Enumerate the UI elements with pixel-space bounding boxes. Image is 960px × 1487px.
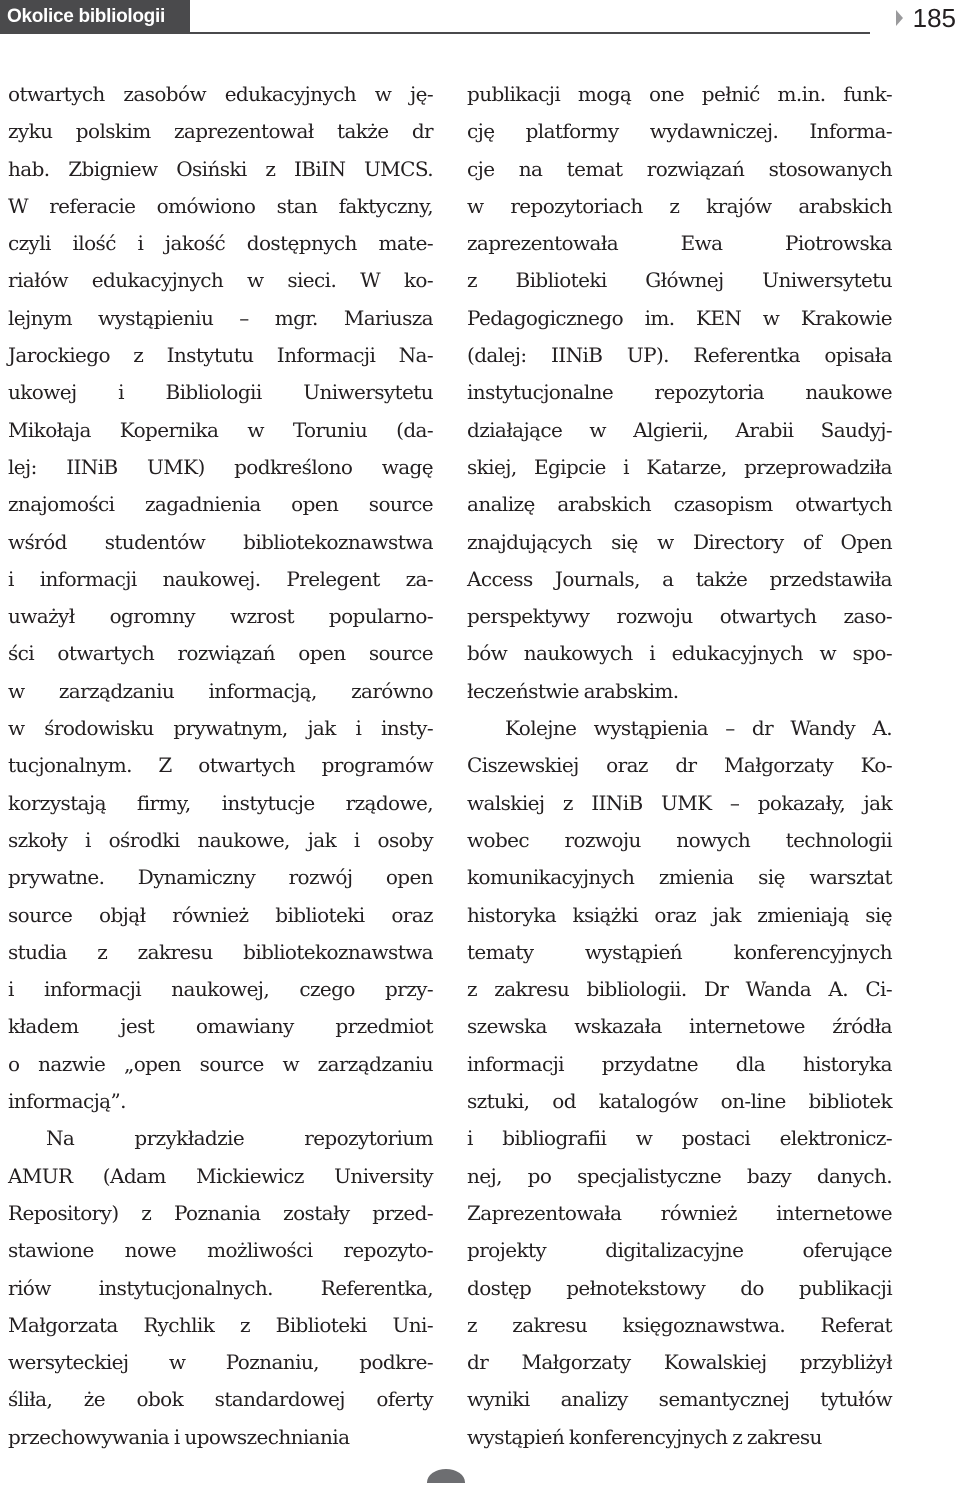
text-line: Pedagogicznego im. KEN w Krakowie bbox=[467, 305, 892, 330]
text-line: riów instytucjonalnych. Referentka, bbox=[8, 1275, 433, 1300]
right-text-column bbox=[467, 76, 892, 1456]
text-line: ukowej i Bibliologii Uniwersytetu bbox=[8, 380, 433, 405]
text-line: Zaprezentowała również internetowe bbox=[467, 1200, 892, 1225]
header-rule bbox=[190, 32, 870, 34]
text-line: perspektywy rozwoju otwartych zaso- bbox=[467, 604, 892, 629]
text-line: wyniki analizy semantycznej tytułów bbox=[467, 1387, 892, 1412]
text-line: studia z zakresu bibliotekoznawstwa bbox=[8, 939, 433, 964]
text-line: szkoły i ośrodki naukowe, jak i osoby bbox=[8, 827, 433, 852]
text-line: informacją”. bbox=[8, 1089, 126, 1114]
text-line: z zakresu księgoznawstwa. Referat bbox=[467, 1312, 892, 1337]
text-line: przechowywania i upowszechniania bbox=[8, 1424, 350, 1449]
footer-ornament bbox=[427, 1469, 465, 1483]
text-line: otwartych zasobów edukacyjnych w ję- bbox=[8, 82, 433, 106]
text-line: Jarockiego z Instytutu Informacji Na- bbox=[8, 343, 433, 368]
running-head bbox=[0, 0, 960, 36]
text-line: AMUR (Adam Mickiewicz University bbox=[8, 1163, 433, 1188]
text-line: znajomości zagadnienia open source bbox=[8, 492, 433, 517]
text-line: dostęp pełnotekstowy do publikacji bbox=[467, 1275, 892, 1300]
text-line: Access Journals, a także przedstawiła bbox=[467, 566, 892, 591]
triangle-marker-icon bbox=[896, 10, 903, 26]
text-line: publikacji mogą one pełnić m.in. funk- bbox=[467, 82, 892, 106]
text-line: Małgorzata Rychlik z Biblioteki Uni- bbox=[8, 1312, 433, 1337]
text-line: historyka książki oraz jak zmieniają się bbox=[467, 902, 892, 927]
text-line: w środowisku prywatnym, jak i insty- bbox=[8, 716, 433, 741]
text-line: w repozytoriach z krajów arabskich bbox=[467, 193, 892, 218]
text-line: zaprezentowała Ewa Piotrowska bbox=[467, 231, 892, 256]
text-line: Ciszewskiej oraz dr Małgorzaty Ko- bbox=[467, 753, 892, 778]
text-line: łeczeństwie arabskim. bbox=[467, 678, 679, 703]
text-line: projekty digitalizacyjne oferujące bbox=[467, 1238, 892, 1263]
text-line: hab. Zbigniew Osiński z IBiIN UMCS. bbox=[8, 156, 433, 181]
text-line: Repository) z Poznania zostały przed- bbox=[8, 1200, 433, 1225]
text-line: i informacji naukowej. Prelegent za- bbox=[8, 566, 433, 591]
text-line: Kolejne wystąpienia – dr Wandy A. bbox=[505, 716, 892, 741]
text-line: dr Małgorzaty Kowalskiej przybliżył bbox=[467, 1350, 892, 1375]
text-line: bów naukowych i edukacyjnych w spo- bbox=[467, 641, 892, 666]
text-line: o nazwie „open source w zarządzaniu bbox=[8, 1051, 433, 1076]
text-line: wersyteckiej w Poznaniu, podkre- bbox=[8, 1350, 433, 1375]
text-line: (dalej: IINiB UP). Referentka opisała bbox=[467, 343, 892, 368]
text-line: korzystają firmy, instytucje rządowe, bbox=[8, 790, 433, 815]
text-line: sztuki, od katalogów on-line bibliotek bbox=[467, 1089, 892, 1114]
text-line: ści otwartych rozwiązań open source bbox=[8, 641, 433, 666]
text-line: skiej, Egipcie i Katarze, przeprowadziła bbox=[467, 454, 892, 479]
text-line: analizę arabskich czasopism otwartych bbox=[467, 492, 892, 517]
text-line: informacji przydatne dla historyka bbox=[467, 1051, 892, 1076]
text-line: wystąpień konferencyjnych z zakresu bbox=[467, 1424, 822, 1449]
page-number: 185 bbox=[912, 2, 956, 33]
text-line: szewska wskazała internetowe źródła bbox=[467, 1014, 892, 1039]
text-line: z Biblioteki Głównej Uniwersytetu bbox=[467, 268, 892, 293]
text-line: cje na temat rozwiązań stosowanych bbox=[467, 156, 892, 181]
section-title: Okolice bibliologii bbox=[0, 0, 190, 34]
text-line: działające w Algierii, Arabii Saudyj- bbox=[467, 417, 892, 442]
text-line: lejnym wystąpieniu – mgr. Mariusza bbox=[8, 305, 433, 330]
text-line: riałów edukacyjnych w sieci. W ko- bbox=[8, 268, 433, 293]
text-line: wśród studentów bibliotekoznawstwa bbox=[8, 529, 433, 554]
text-line: tucjonalnym. Z otwartych programów bbox=[8, 753, 433, 778]
text-line: w zarządzaniu informacją, zarówno bbox=[8, 678, 433, 703]
text-line: z zakresu bibliologii. Dr Wanda A. Ci- bbox=[467, 977, 892, 1002]
text-line: instytucjonalne repozytoria naukowe bbox=[467, 380, 892, 405]
text-line: nej, po specjalistyczne bazy danych. bbox=[467, 1163, 892, 1188]
text-line: Na przykładzie repozytorium bbox=[46, 1126, 433, 1151]
text-line: i bibliografii w postaci elektronicz- bbox=[467, 1126, 892, 1151]
text-line: zyku polskim zaprezentował także dr bbox=[8, 119, 433, 144]
text-line: walskiej z IINiB UMK – pokazały, jak bbox=[467, 790, 892, 815]
left-text-column bbox=[8, 76, 433, 1456]
text-line: kładem jest omawiany przedmiot bbox=[8, 1014, 433, 1039]
text-line: source objął również biblioteki oraz bbox=[8, 902, 433, 927]
text-line: cję platformy wydawniczej. Informa- bbox=[467, 119, 892, 144]
text-line: uważył ogromny wzrost popularno- bbox=[8, 604, 433, 629]
text-line: tematy wystąpień konferencyjnych bbox=[467, 939, 892, 964]
text-line: znajdujących się w Directory of Open bbox=[467, 529, 892, 554]
text-line: komunikacyjnych zmienia się warsztat bbox=[467, 865, 892, 890]
text-line: W referacie omówiono stan faktyczny, bbox=[8, 193, 433, 218]
text-line: prywatne. Dynamiczny rozwój open bbox=[8, 865, 433, 890]
text-line: śliła, że obok standardowej oferty bbox=[8, 1387, 433, 1412]
text-line: wobec rozwoju nowych technologii bbox=[467, 827, 892, 852]
text-line: lej: IINiB UMK) podkreślono wagę bbox=[8, 454, 433, 479]
text-line: Mikołaja Kopernika w Toruniu (da- bbox=[8, 417, 433, 442]
text-line: i informacji naukowej, czego przy- bbox=[8, 977, 433, 1002]
text-line: czyli ilość i jakość dostępnych mate- bbox=[8, 231, 433, 256]
page-number-area bbox=[896, 0, 956, 36]
text-line: stawione nowe możliwości repozyto- bbox=[8, 1238, 433, 1263]
